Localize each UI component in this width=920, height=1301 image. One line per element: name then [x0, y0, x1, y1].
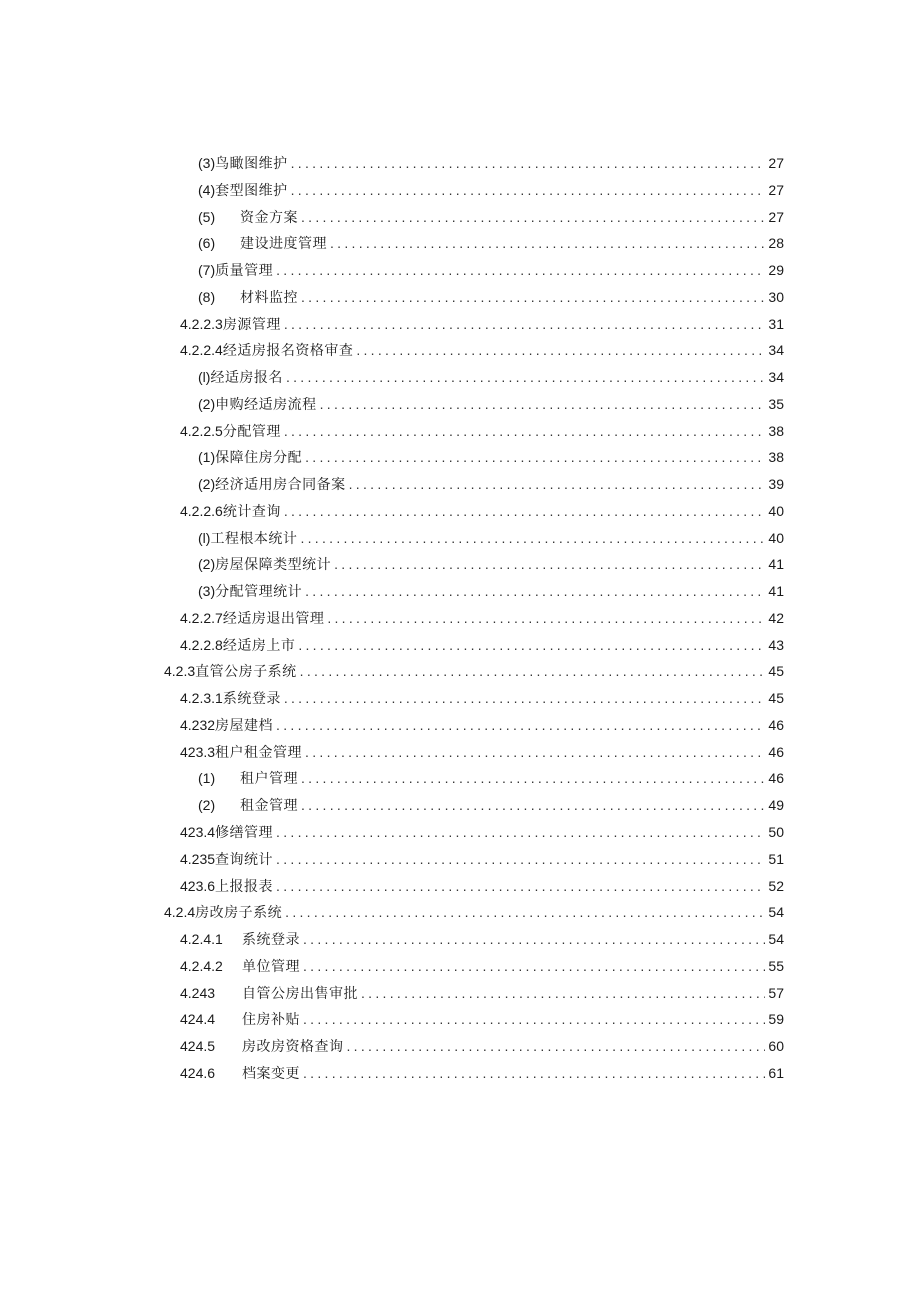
toc-entry-page: 46 — [768, 743, 784, 760]
toc-entry[interactable] — [198, 765, 784, 791]
toc-entry[interactable] — [180, 873, 784, 899]
toc-entry-title: 建设进度管理 — [240, 235, 327, 252]
toc-entry[interactable] — [198, 204, 784, 230]
toc-entry-page: 54 — [768, 931, 784, 948]
toc-entry-title: 鸟瞰图维护 — [215, 155, 288, 171]
toc-entry-page: 49 — [768, 797, 784, 814]
toc-entry-title: 房改房子系统 — [195, 904, 283, 921]
toc-entry[interactable] — [198, 525, 784, 551]
toc-dot-leader — [347, 1033, 766, 1059]
toc-dot-leader — [330, 230, 765, 256]
toc-entry-page: 42 — [768, 609, 784, 626]
toc-entry-title: 房屋建档 — [215, 716, 274, 733]
toc-entry-number: 424.5 — [180, 1038, 216, 1055]
toc-entry-number: (3) — [198, 155, 216, 171]
toc-entry[interactable] — [180, 1060, 784, 1086]
toc-entry[interactable] — [198, 230, 784, 256]
toc-entry-number: (7) — [198, 262, 216, 279]
toc-entry-number: 4.232 — [180, 716, 216, 733]
toc-entry[interactable] — [180, 1006, 784, 1032]
toc-dot-leader — [305, 444, 765, 470]
toc-dot-leader — [300, 658, 766, 684]
toc-entry-page: 52 — [768, 877, 784, 894]
toc-entry-number: (2) — [198, 395, 216, 412]
toc-entry-page: 45 — [768, 690, 784, 707]
toc-entry-number: (l) — [198, 369, 211, 386]
toc-entry-page: 45 — [768, 663, 784, 680]
toc-entry-page: 38 — [768, 449, 784, 466]
toc-dot-leader — [298, 632, 765, 658]
toc-entry-number: (1) — [198, 770, 216, 787]
toc-entry-page: 50 — [768, 824, 784, 840]
toc-entry-title: 经适房报名资格审查 — [222, 342, 354, 359]
toc-entry-title: 房屋保障类型统计 — [215, 556, 332, 573]
toc-entry-page: 41 — [768, 583, 784, 600]
toc-entry[interactable] — [164, 658, 784, 684]
toc-entry-page: 55 — [768, 957, 784, 974]
toc-dot-leader — [284, 498, 766, 524]
toc-dot-leader — [284, 685, 766, 711]
toc-dot-leader — [276, 819, 765, 845]
toc-dot-leader — [286, 364, 765, 390]
toc-dot-leader — [361, 980, 765, 1006]
toc-entry-title: 材料监控 — [240, 288, 298, 305]
toc-entry-number: 4.2.2.6 — [180, 502, 223, 519]
toc-entry[interactable] — [198, 471, 784, 497]
toc-entry[interactable] — [198, 284, 784, 310]
toc-entry-number: 4.2.2.5 — [180, 422, 223, 439]
toc-entry-title: 租户管理 — [240, 770, 298, 787]
toc-entry-number: (l) — [198, 529, 211, 546]
toc-entry[interactable] — [164, 899, 784, 925]
toc-entry[interactable] — [198, 364, 784, 390]
toc-entry-number: 423.4 — [180, 824, 216, 840]
toc-entry-number: (1) — [198, 449, 216, 466]
toc-dot-leader — [327, 605, 765, 631]
toc-entry-number: 4.235 — [180, 850, 216, 867]
toc-entry-number: (4) — [198, 181, 216, 198]
toc-entry-title: 资金方案 — [240, 208, 298, 225]
toc-entry[interactable] — [180, 846, 784, 872]
toc-entry[interactable] — [180, 712, 784, 738]
toc-entry-number: 424.6 — [180, 1064, 216, 1081]
toc-dot-leader — [285, 899, 765, 925]
toc-entry-title: 申购经适房流程 — [215, 395, 317, 412]
toc-entry-page: 60 — [768, 1038, 784, 1055]
toc-entry-page: 40 — [768, 529, 784, 546]
toc-entry[interactable] — [180, 311, 784, 337]
toc-entry-title: 质量管理 — [215, 262, 274, 279]
toc-entry-page: 39 — [768, 476, 784, 493]
toc-entry-number: (6) — [198, 235, 216, 252]
toc-entry-page: 30 — [768, 288, 784, 305]
toc-dot-leader — [276, 257, 765, 283]
toc-entry-title: 套型图维护 — [215, 181, 288, 198]
toc-dot-leader — [301, 765, 765, 791]
toc-dot-leader — [284, 311, 766, 337]
toc-entry-page: 29 — [768, 262, 784, 279]
toc-entry-title: 租户租金管理 — [215, 743, 303, 760]
toc-entry-title: 系统登录 — [242, 931, 300, 948]
toc-entry-title: 经适房上市 — [222, 636, 296, 653]
toc-entry[interactable] — [198, 391, 784, 417]
toc-entry-number: 4.243 — [180, 984, 216, 1001]
toc-entry-number: (2) — [198, 556, 216, 573]
toc-entry-title: 房源管理 — [222, 315, 281, 332]
toc-entry-page: 34 — [768, 369, 784, 386]
toc-entry-page: 46 — [768, 716, 784, 733]
toc-dot-leader — [301, 204, 765, 230]
toc-entry-number: 423.3 — [180, 743, 216, 760]
toc-entry-number: 4.2.4 — [164, 904, 196, 921]
toc-dot-leader — [305, 739, 765, 765]
toc-entry[interactable] — [180, 418, 784, 444]
toc-entry[interactable] — [198, 792, 784, 818]
toc-entry[interactable] — [180, 1033, 784, 1059]
toc-entry[interactable] — [180, 337, 784, 363]
toc-entry-title: 保障住房分配 — [215, 449, 303, 466]
toc-entry-page: 51 — [768, 850, 784, 867]
toc-entry-page: 41 — [768, 556, 784, 573]
toc-dot-leader — [305, 578, 765, 604]
toc-entry-page: 59 — [768, 1011, 784, 1028]
toc-dot-leader — [276, 873, 765, 899]
toc-entry-page: 35 — [768, 395, 784, 412]
toc-entry-number: (2) — [198, 476, 216, 493]
toc-entry-title: 经济适用房合同备案 — [215, 476, 346, 493]
toc-entry[interactable] — [198, 578, 784, 604]
toc-entry-number: 423.6 — [180, 877, 216, 894]
toc-dot-leader — [276, 712, 765, 738]
toc-entry-title: 查询统计 — [215, 850, 274, 867]
toc-entry-number: 4.2.2.4 — [180, 342, 223, 359]
toc-dot-leader — [301, 284, 765, 310]
toc-entry[interactable] — [198, 177, 784, 203]
toc-dot-leader — [284, 418, 766, 444]
toc-entry[interactable] — [180, 605, 784, 631]
toc-entry-title: 经适房退出管理 — [222, 609, 325, 626]
toc-entry[interactable] — [198, 551, 784, 577]
toc-entry-page: 57 — [768, 984, 784, 1001]
toc-entry-title: 档案变更 — [242, 1064, 300, 1081]
toc-entry-title: 房改房资格查询 — [242, 1038, 344, 1055]
toc-entry-page: 40 — [768, 502, 784, 519]
toc-entry-title: 统计查询 — [222, 502, 281, 519]
toc-entry[interactable] — [180, 739, 784, 765]
toc-dot-leader — [300, 525, 765, 551]
toc-entry[interactable] — [180, 953, 784, 979]
toc-entry-page: 28 — [768, 235, 784, 252]
toc-dot-leader — [303, 1060, 765, 1086]
toc-dot-leader — [303, 1006, 765, 1032]
toc-entry-number: 4.2.2.8 — [180, 636, 223, 653]
toc-entry-title: 经适房报名 — [210, 369, 283, 386]
toc-entry-number: (3) — [198, 583, 216, 600]
toc-entry-number: 4.2.2.3 — [180, 315, 223, 332]
toc-entry[interactable] — [198, 150, 784, 176]
toc-dot-leader — [334, 551, 765, 577]
toc-entry-title: 直管公房子系统 — [195, 663, 297, 680]
toc-entry[interactable] — [180, 980, 784, 1006]
toc-entry[interactable] — [198, 257, 784, 283]
toc-dot-leader — [320, 391, 766, 417]
toc-entry-number: 4.2.4.2 — [180, 957, 223, 974]
toc-entry-number: 4.2.3 — [164, 663, 196, 680]
toc-entry[interactable] — [180, 632, 784, 658]
toc-entry-number: 4.2.3.1 — [180, 690, 223, 707]
toc-entry-title: 系统登录 — [222, 690, 281, 707]
toc-entry-title: 住房补贴 — [242, 1011, 300, 1028]
toc-entry-title: 分配管理 — [222, 422, 281, 439]
toc-entry-number: (5) — [198, 208, 216, 225]
toc-entry-page: 34 — [768, 342, 784, 359]
toc-dot-leader — [349, 471, 766, 497]
toc-entry-title: 自管公房出售审批 — [242, 984, 358, 1001]
toc-entry-title: 租金管理 — [240, 797, 298, 814]
toc-entry-page: 27 — [768, 181, 784, 198]
toc-entry-page: 61 — [768, 1064, 784, 1081]
toc-entry[interactable] — [180, 819, 784, 845]
toc-entry-title: 工程根本统计 — [210, 529, 298, 546]
toc-entry-page: 54 — [768, 904, 784, 921]
toc-dot-leader — [301, 792, 765, 818]
toc-entry[interactable] — [198, 444, 784, 470]
toc-entry-page: 43 — [768, 636, 784, 653]
toc-entry-page: 31 — [768, 315, 784, 332]
toc-entry-title: 单位管理 — [242, 957, 300, 974]
toc-entry-number: 4.2.2.7 — [180, 609, 223, 626]
toc-entry-title: 上报报表 — [215, 877, 274, 894]
toc-entry-page: 27 — [768, 208, 784, 225]
toc-dot-leader — [303, 953, 765, 979]
toc-entry-page: 27 — [768, 155, 784, 171]
toc-entry[interactable] — [180, 498, 784, 524]
toc-entry-page: 38 — [768, 422, 784, 439]
toc-entry-number: (8) — [198, 288, 216, 305]
toc-entry[interactable] — [180, 926, 784, 952]
toc-dot-leader — [303, 926, 765, 952]
toc-dot-leader — [276, 846, 765, 872]
toc-entry-title: 修缮管理 — [215, 824, 274, 840]
toc-entry-number: (2) — [198, 797, 216, 814]
toc-entry-title: 分配管理统计 — [215, 583, 303, 600]
toc-dot-leader — [356, 337, 765, 363]
toc-entry[interactable] — [180, 685, 784, 711]
toc-entry-number: 4.2.4.1 — [180, 931, 223, 948]
toc-dot-leader — [291, 150, 766, 176]
toc-entry-page: 46 — [768, 770, 784, 787]
toc-entry-number: 424.4 — [180, 1011, 216, 1028]
toc-dot-leader — [291, 177, 766, 203]
